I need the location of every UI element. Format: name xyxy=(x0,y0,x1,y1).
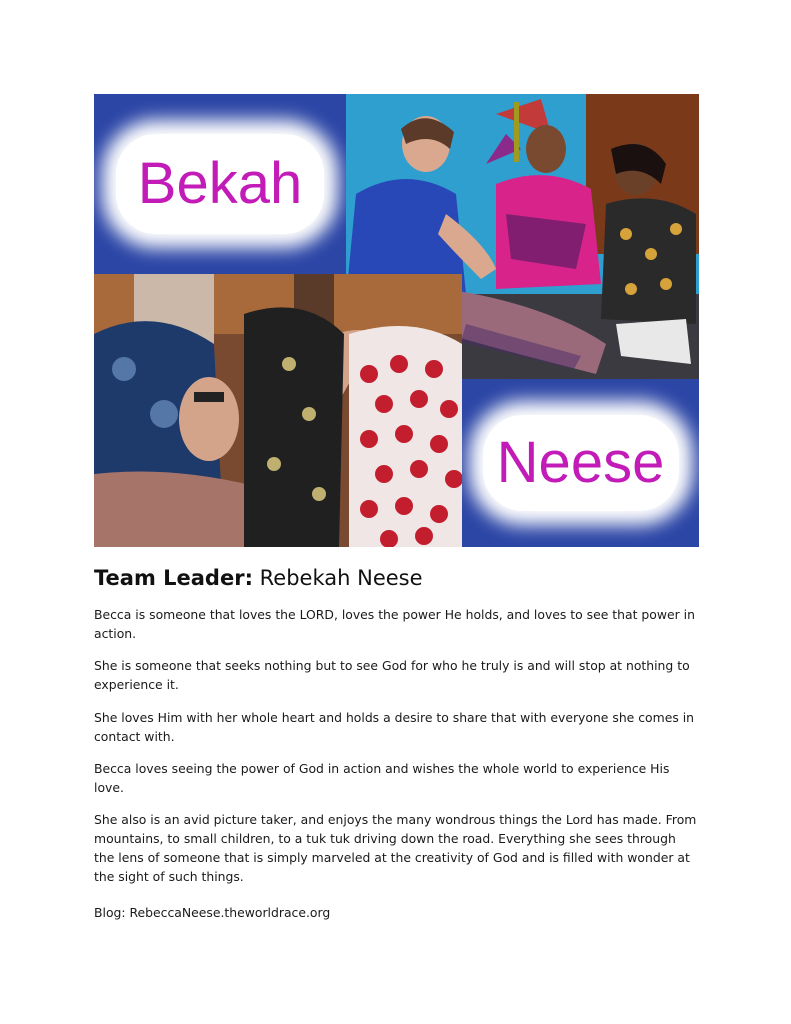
paragraph-3: She loves Him with her whole heart and holds a desire to share that with everyone she comes in contact with. xyxy=(94,710,695,744)
heading-label: Team Leader: xyxy=(94,566,253,590)
last-name-text: Neese xyxy=(496,430,665,495)
prayer-photo xyxy=(94,274,462,547)
last-name-panel xyxy=(462,379,699,547)
paragraph-4: Becca loves seeing the power of God in action and wishes the whole world to experience His love. xyxy=(94,761,670,795)
heading-name: Rebekah Neese xyxy=(259,566,423,590)
paragraph-5: She also is an avid picture taker, and enjoys the many wondrous things the Lord has made. From mountains, to small children, to a tuk tuk driving down the road. Everything she sees through the lens of someone that is simply marveled at the creativity of God and is filled with wonder at the sight of such things. xyxy=(94,812,697,884)
first-name-panel xyxy=(94,94,346,274)
page-heading xyxy=(94,566,423,590)
blog-link[interactable]: Blog: RebeccaNeese.theworldrace.org xyxy=(94,905,331,920)
paragraph-2: She is someone that seeks nothing but to see God for who he truly is and will stop at nothing to experience it. xyxy=(94,658,690,692)
photo-collage xyxy=(94,94,699,547)
paragraph-1: Becca is someone that loves the LORD, loves the power He holds, and loves to see that power in action. xyxy=(94,607,695,641)
first-name-text: Bekah xyxy=(137,151,303,216)
